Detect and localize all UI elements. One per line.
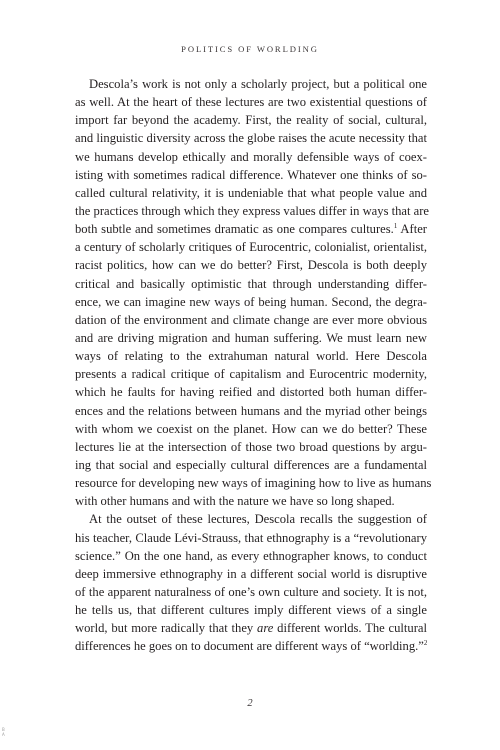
text-line: we humans develop ethically and morally defensible ways of coex-	[75, 149, 427, 164]
text-line: with other humans and with the nature we have so long shaped.	[75, 494, 395, 509]
text-line	[75, 220, 427, 238]
text-line: resource for developing new ways of imagining how to live as humans	[75, 476, 432, 491]
text-line: of the apparent naturalness of one’s own culture and society. It is not,	[75, 584, 427, 599]
text-line: import far beyond the academy. First, the reality of social, cultural,	[75, 113, 427, 128]
body-text	[75, 75, 432, 656]
footnote-marker-1[interactable]: 1	[393, 222, 398, 231]
text-line: with whom we coexist on the planet. How can we do better? These	[75, 421, 427, 436]
footnote-marker-2[interactable]: 2	[423, 639, 428, 648]
page-number: 2	[247, 698, 253, 709]
emphasis-are: are	[257, 621, 274, 636]
text-line: science.” On the one hand, as every ethnographer knows, to conduct	[75, 548, 427, 563]
text-fragment: both subtle and sometimes dramatic as one compares cultures.	[75, 222, 394, 237]
text-line: ence, we can imagine new ways of being human. Second, the degra-	[75, 294, 427, 309]
text-line: which he faults for having reified and distorted both human differ-	[75, 385, 427, 400]
text-fragment: After	[397, 222, 427, 237]
text-line: the practices through which they express values differ in ways that are	[75, 203, 430, 218]
text-fragment: different worlds. The cultural	[273, 621, 427, 636]
text-line: racist politics, how can we do better? First, Descola is both deeply	[75, 258, 427, 273]
running-head: POLITICS OF WORLDING	[181, 44, 319, 54]
text-line: called cultural relativity, it is undeniable that what people value and	[75, 185, 427, 200]
gutter-mark: B A	[2, 727, 5, 737]
text-line: as well. At the heart of these lectures are two existential questions of	[75, 95, 427, 110]
text-line: ways of relating to the extrahuman natural world. Here Descola	[75, 349, 427, 364]
text-line: his teacher, Claude Lévi-Strauss, that ethnography is a “revolutionary	[75, 530, 427, 545]
text-line: ences and the relations between humans and the myriad other beings	[75, 403, 427, 418]
text-line: Descola’s work is not only a scholarly project, but a political one	[89, 77, 427, 91]
text-line: At the outset of these lectures, Descola recalls the suggestion of	[89, 512, 427, 527]
text-line: presents a radical critique of capitalism and Eurocentric modernity,	[75, 367, 427, 382]
text-line: deep immersive ethnography in a different social world is disruptive	[75, 566, 427, 581]
text-line: ing that social and especially cultural differences are a fundamental	[75, 457, 427, 472]
paragraph-2	[75, 510, 427, 655]
text-line: lectures lie at the intersection of those two broad questions by argu-	[75, 439, 427, 454]
text-line: he tells us, that different cultures imply different views of a single	[75, 603, 427, 618]
text-line: and are driving migration and human suffering. We must learn new	[75, 330, 427, 345]
text-line: isting with sometimes radical difference. Whatever one thinks of so-	[75, 167, 427, 182]
text-line: dation of the environment and climate change are ever more obvious	[75, 312, 427, 327]
paragraph-1	[75, 75, 432, 510]
text-line	[75, 637, 427, 655]
text-line: and linguistic diversity across the globe raises the acute necessity that	[75, 131, 427, 146]
text-fragment: differences he goes on to document are different ways of “worlding.”	[75, 639, 424, 654]
text-line: a century of scholarly critiques of Eurocentric, colonialist, orientalist,	[75, 240, 427, 255]
text-line: critical and basically optimistic that through understanding differ-	[75, 276, 427, 291]
text-fragment: world, but more radically that they	[75, 621, 258, 636]
text-line	[75, 619, 427, 637]
